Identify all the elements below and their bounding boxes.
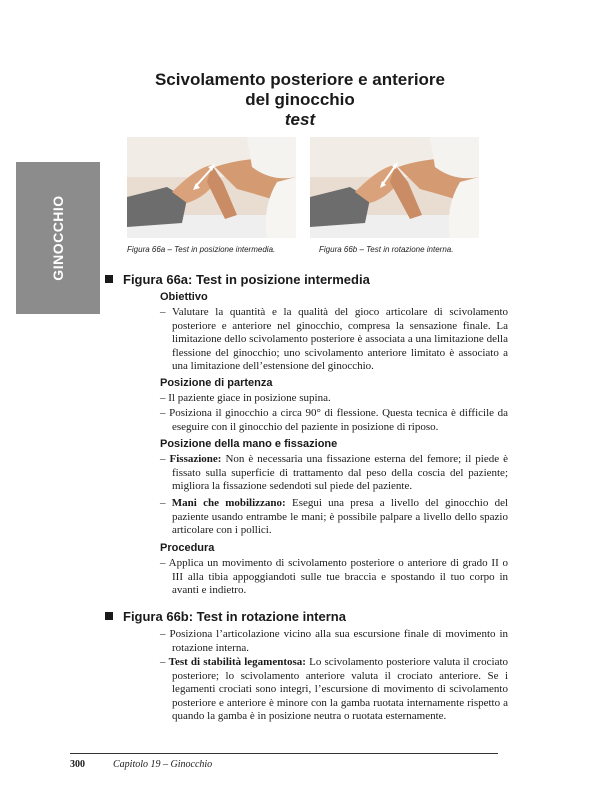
figure-66a-photo xyxy=(127,137,296,238)
page-title-line-3: test xyxy=(284,110,316,129)
stabilita-label: Test di stabilità legamentosa: xyxy=(168,656,306,668)
posizione-partenza-item-1: – Il paziente giace in posizione supina. xyxy=(160,392,331,404)
square-bullet-icon xyxy=(105,275,113,283)
obiettivo-heading: Obiettivo xyxy=(160,291,208,303)
footer-rule xyxy=(70,753,498,754)
mani-mobilizzano-label: Mani che mobilizzano: xyxy=(171,497,286,509)
section-66b-heading xyxy=(105,609,346,624)
posizione-partenza-item-2: – Posiziona il ginocchio a circa 90° di flessione. Questa tecnica è difficile da eseguire con il ginocchio del paziente in posizione di riposo. xyxy=(160,407,508,433)
section-66a-heading xyxy=(105,272,370,287)
chapter-footer: Capitolo 19 – Ginocchio xyxy=(113,759,213,770)
fissazione-item: – Fissazione: Non è necessaria una fissazione esterna del femore; il piede è fissato sulla superficie di trattamento dal peso della coscia del paziente; migliora la fissazione sedendoti sul piede del paziente. xyxy=(160,453,509,492)
section-66a-heading-text: Figura 66a: Test in posizione intermedia xyxy=(123,272,370,287)
procedura-heading: Procedura xyxy=(160,542,215,554)
stabilita-text: Lo scivolamento posteriore valuta il crociato posteriore; lo scivolamento anteriore valuta il crociato anteriore. Se i legamenti crociati sono integri, l’escursione di movimento di scivolamento posteriore e anteriore è minore con la gamba ruotata internamente rispetto a quando la gamba è in posizione neutra o ruotata esternamente. xyxy=(172,656,509,722)
stabilita-item: – Test di stabilità legamentosa: Lo scivolamento posteriore valuta il crociato posteriore; lo scivolamento anteriore valuta il crociato anteriore. Se i legamenti crociati sono integri, l’escursione di movimento di scivolamento posteriore e anteriore è minore con la gamba ruotata internamente rispetto a quando la gamba è in posizione neutra o ruotata esternamente. xyxy=(160,656,509,722)
page-title-line-2: del ginocchio xyxy=(245,90,355,109)
posizione-mano-heading: Posizione della mano e fissazione xyxy=(160,438,338,450)
page-number: 300 xyxy=(70,759,85,770)
chapter-side-tab xyxy=(16,162,100,314)
fissazione-text: Non è necessaria una fissazione esterna del femore; il piede è fissato sulla superficie di trattamento dal peso della coscia del paziente; migliora la fissazione sedendoti sul piede del paziente. xyxy=(172,453,509,492)
fissazione-label: Fissazione: xyxy=(169,453,222,465)
chapter-side-tab-label: GINOCCHIO xyxy=(50,195,66,281)
posizione-partenza-heading: Posizione di partenza xyxy=(160,377,273,389)
square-bullet-icon xyxy=(105,612,113,620)
section-66b-heading-text: Figura 66b: Test in rotazione interna xyxy=(123,609,346,624)
obiettivo-text: – Valutare la quantità e la qualità del gioco articolare di scivolamento posteriore e anteriore nel ginocchio, compresa la sensazione finale. La limitazione dello scivolamento posteriore è associata a una limitazione della flessione del ginocchio; uno scivolamento anteriore limitato è associato a una limitazione dell’estensione del ginocchio. xyxy=(160,306,508,372)
figure-66b-caption: Figura 66b – Test in rotazione interna. xyxy=(319,245,454,254)
page-title-line-1: Scivolamento posteriore e anteriore xyxy=(154,70,446,89)
rotazione-item-1: – Posiziona l’articolazione vicino alla sua escursione finale di movimento in rotazione interna. xyxy=(160,628,508,654)
mani-mobilizzano-item: – Mani che mobilizzano: Esegui una presa a livello del ginocchio del paziente usando entrambe le mani; è possibile palpare a livello dello spazio articolare con i pollici. xyxy=(160,497,509,536)
figure-66a-caption: Figura 66a – Test in posizione intermedia. xyxy=(127,245,276,254)
procedura-text: – Applica un movimento di scivolamento posteriore o anteriore di grado II o III alla tibia appoggiandoti sulle tue braccia e spostando il tuo corpo in avanti e indietro. xyxy=(160,557,508,596)
figure-66b-photo xyxy=(310,137,479,238)
mani-mobilizzano-text: Esegui una presa a livello del ginocchio del paziente usando entrambe le mani; è possibile palpare a livello dello spazio articolare con i pollici. xyxy=(172,497,509,536)
